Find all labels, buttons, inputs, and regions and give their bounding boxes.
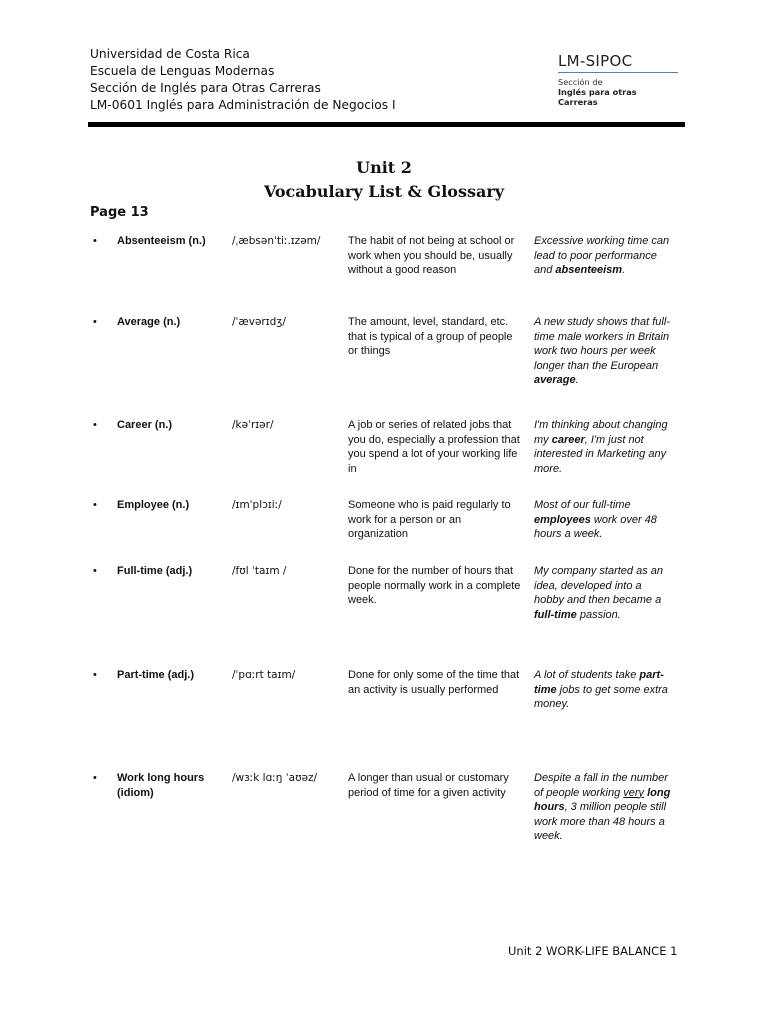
example-keyword: long hours	[534, 786, 671, 814]
example-text: My company started as an idea, developed into a hobby and then became a	[534, 565, 664, 607]
logo-title: LM-SIPOC	[558, 52, 633, 70]
entry-term: Work long hours (idiom)	[117, 772, 205, 799]
entry-pronunciation: /fʊl ˈtaɪm /	[232, 565, 287, 577]
example-text: Excessive working time can lead to poor performance and	[534, 235, 670, 277]
example-text: , I'm just not interested in Marketing any more.	[534, 433, 667, 475]
page-label: Page 13	[90, 205, 149, 220]
example-text: Despite a fall in the number of people working	[534, 772, 668, 799]
example-text: A lot of students take	[534, 669, 640, 681]
entry-pronunciation: /kəˈrɪər/	[232, 419, 274, 431]
entry-definition: The habit of not being at school or work when you should be, usually without a good reason	[348, 235, 515, 277]
bullet-icon: •	[93, 419, 97, 431]
page-footer: Unit 2 WORK-LIFE BALANCE 1	[508, 944, 678, 958]
bullet-icon: •	[93, 316, 97, 328]
example-keyword: absenteeism	[555, 264, 623, 277]
entry-example	[534, 564, 674, 622]
example-text: very	[623, 786, 645, 799]
entry-pronunciation: /ɪmˈplɔɪiː/	[232, 499, 282, 511]
example-text: A new study shows that full-time male workers in Britain work two hours per week longer than the European	[534, 316, 670, 372]
entry-term: Full-time (adj.)	[117, 565, 193, 577]
entry-example	[534, 668, 674, 712]
entry-definition: A longer than usual or customary period of time for a given activity	[348, 772, 509, 799]
example-text: Most of our full-time	[534, 499, 631, 511]
entry-pronunciation: /ˈpɑːrt taɪm/	[232, 669, 296, 681]
glossary-title: Vocabulary List & Glossary	[263, 182, 505, 201]
example-text: work over 48 hours a week.	[534, 513, 657, 541]
header-line-section: Sección de Inglés para Otras Carreras	[90, 81, 321, 95]
logo-sub-line2: Inglés para otras	[558, 87, 637, 97]
entry-pronunciation: /ˈævərɪdʒ/	[232, 316, 286, 328]
entry-pronunciation: /ˌæbsənˈtiː.ɪzəm/	[232, 235, 321, 247]
entry-example	[534, 418, 674, 476]
example-text: passion.	[576, 608, 621, 621]
header-line-university: Universidad de Costa Rica	[90, 47, 250, 61]
entry-example	[534, 771, 674, 844]
bullet-icon: •	[93, 565, 97, 577]
entry-definition: Done for the number of hours that people normally work in a complete week.	[348, 565, 521, 607]
entry-term: Average (n.)	[117, 316, 181, 328]
bullet-icon: •	[93, 772, 97, 784]
entry-term: Career (n.)	[117, 419, 173, 431]
example-text: I'm thinking about changing my	[534, 419, 668, 446]
example-keyword: career	[551, 433, 585, 446]
unit-title: Unit 2	[356, 158, 412, 177]
entry-term: Absenteeism (n.)	[117, 235, 206, 247]
entry-example	[534, 315, 674, 388]
entry-term: Part-time (adj.)	[117, 669, 195, 681]
bullet-icon: •	[93, 235, 97, 247]
header-divider	[88, 122, 685, 127]
entry-example	[534, 498, 674, 542]
example-keyword: full-time	[534, 608, 577, 621]
example-keyword: average	[534, 374, 576, 387]
entry-example	[534, 234, 674, 278]
example-text: .	[622, 264, 626, 277]
example-keyword: part-time	[534, 669, 664, 696]
header-line-school: Escuela de Lenguas Modernas	[90, 64, 275, 78]
logo-sub-line3: Carreras	[558, 97, 598, 107]
bullet-icon: •	[93, 669, 97, 681]
header-institution	[90, 46, 396, 114]
example-text: .	[575, 374, 579, 387]
header-line-course: LM-0601 Inglés para Administración de Negocios I	[90, 98, 396, 112]
logo-subtitle	[558, 77, 680, 107]
example-text: jobs to get some extra money.	[534, 683, 668, 711]
logo-sub-line1: Sección de	[558, 77, 603, 87]
entry-definition: Someone who is paid regularly to work for a person or an organization	[348, 499, 511, 541]
entry-term: Employee (n.)	[117, 499, 190, 511]
entry-definition: Done for only some of the time that an activity is usually performed	[348, 669, 520, 696]
lm-sipoc-logo	[558, 53, 680, 107]
bullet-icon: •	[93, 499, 97, 511]
example-text: , 3 million people still work more than 48 hours a week.	[534, 801, 667, 843]
entry-definition: A job or series of related jobs that you do, especially a profession that you spend a lot of your working life in	[348, 419, 520, 475]
entry-pronunciation: /wɜːk lɑːŋ ˈaʊəz/	[232, 772, 318, 784]
entry-definition: The amount, level, standard, etc. that is typical of a group of people or things	[348, 316, 513, 358]
logo-rule	[558, 72, 678, 73]
example-keyword: employees	[534, 513, 591, 526]
